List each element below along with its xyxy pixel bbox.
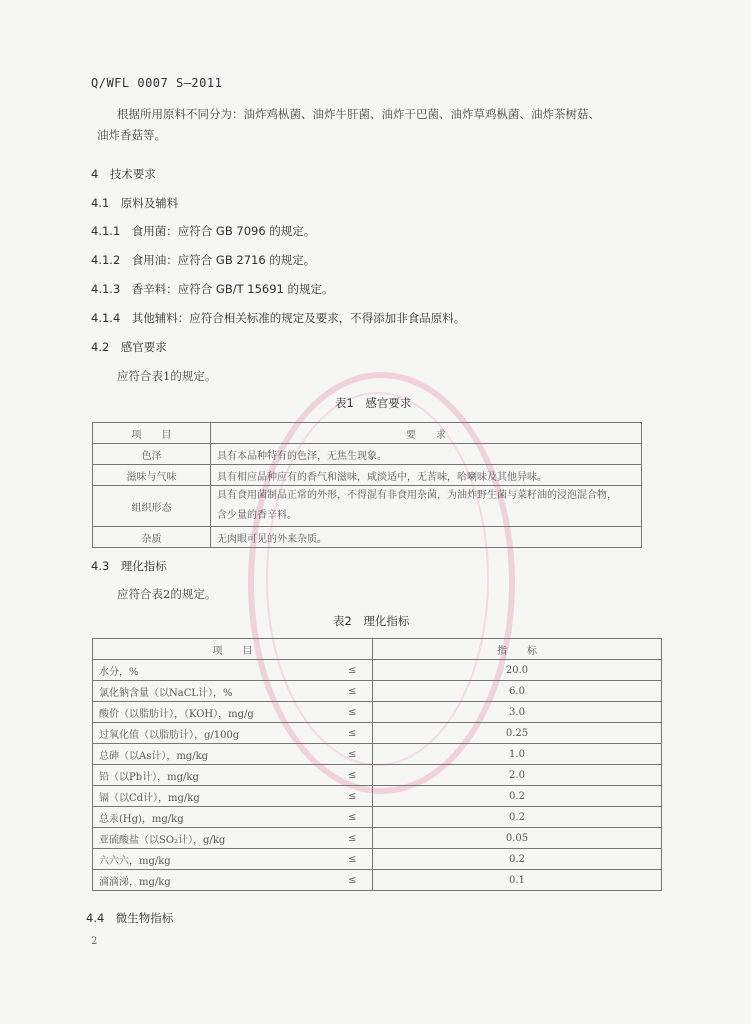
le-symbol: ≤ [333,681,373,702]
clause-4-1-1: 4.1.1 食用菌：应符合 GB 7096 的规定。 [91,224,316,238]
table-row [93,807,662,828]
table-row [93,660,662,681]
le-symbol: ≤ [333,744,373,765]
standard-code: Q/WFL 0007 S—2011 [91,76,223,90]
row-item: 镉（以Cd计），mg/kg [93,786,333,807]
intro-line-2: 油炸香菇等。 [97,128,166,142]
section-4-2-heading: 4.2 感官要求 [91,340,167,354]
row-value: 2.0 [373,765,662,786]
table-row [93,465,642,486]
intro-line-1: 根据所用原料不同分为：油炸鸡枞菌、油炸牛肝菌、油炸干巴菌、油炸草鸡枞菌、油炸茶树菇、 [117,107,600,121]
section-4-3-heading: 4.3 理化指标 [91,559,167,573]
row-item: 亚硫酸盐（以SO₂计），g/kg [93,828,333,849]
row-item: 水分，% [93,660,333,681]
table1-caption: 表1 感官要求 [335,396,412,410]
le-symbol: ≤ [333,723,373,744]
physicochemical-table [92,638,662,891]
header-cell-index: 指 标 [373,639,662,660]
row-item: 六六六，mg/kg [93,849,333,870]
table-row [93,828,662,849]
row-item: 杂质 [93,527,211,548]
row-value: 0.1 [373,870,662,891]
section-4-heading: 4 技术要求 [91,167,156,181]
table-row [93,744,662,765]
row-requirement: 具有本品种特有的色泽，无焦生现象。 [211,444,642,465]
row-value: 20.0 [373,660,662,681]
row-value: 1.0 [373,744,662,765]
row-item: 总砷（以As计），mg/kg [93,744,333,765]
row-item: 总汞(Hg)，mg/kg [93,807,333,828]
row-item: 酸价（以脂肪计），（KOH），mg/g [93,702,333,723]
row-item: 色泽 [93,444,211,465]
table-header-row [93,639,662,660]
le-symbol: ≤ [333,870,373,891]
table-row [93,765,662,786]
table-row [93,444,642,465]
row-value: 3.0 [373,702,662,723]
row-value: 0.05 [373,828,662,849]
row-requirement-line-1: 具有食用菌制品正常的外形，不得混有非食用杂菌，为油炸野生菌与菜籽油的浸泡混合物， [217,490,617,501]
table-row [93,870,662,891]
row-requirement-line-2: 含少量的香辛料。 [217,510,297,521]
row-value: 0.2 [373,849,662,870]
le-symbol: ≤ [333,660,373,681]
row-item: 过氧化值（以脂肪计），g/100g [93,723,333,744]
table-row [93,702,662,723]
table-row [93,486,642,527]
page-number: 2 [91,936,98,947]
le-symbol: ≤ [333,765,373,786]
row-item: 组织形态 [93,486,211,527]
clause-4-1-3: 4.1.3 香辛料：应符合 GB/T 15691 的规定。 [91,282,334,296]
row-requirement: 无肉眼可见的外来杂质。 [211,527,642,548]
table-row [93,681,662,702]
row-requirement: 具有相应品种应有的香气和滋味，咸淡适中，无苦味，哈喇味及其他异味。 [211,465,642,486]
table-row [93,786,662,807]
row-item: 铅（以Pb计），mg/kg [93,765,333,786]
section-4-2-text: 应符合表1的规定。 [117,369,217,383]
header-cell-item: 项 目 [93,423,211,444]
row-value: 0.25 [373,723,662,744]
le-symbol: ≤ [333,828,373,849]
row-value: 0.2 [373,786,662,807]
clause-4-1-2: 4.1.2 食用油：应符合 GB 2716 的规定。 [91,253,316,267]
le-symbol: ≤ [333,849,373,870]
row-value: 0.2 [373,807,662,828]
table2-caption: 表2 理化指标 [333,614,410,628]
sensory-table [92,422,642,548]
clause-4-1-4: 4.1.4 其他辅料：应符合相关标准的规定及要求，不得添加非食品原料。 [91,311,466,325]
header-cell-item: 项 目 [93,639,373,660]
row-value: 6.0 [373,681,662,702]
le-symbol: ≤ [333,786,373,807]
row-item: 滋味与气味 [93,465,211,486]
section-4-3-text: 应符合表2的规定。 [117,587,217,601]
section-4-4-heading: 4.4 微生物指标 [86,911,174,925]
table-header-row [93,423,642,444]
table-row [93,849,662,870]
section-4-1-heading: 4.1 原料及辅料 [91,196,179,210]
row-requirement [211,486,642,527]
header-cell-requirement: 要 求 [211,423,642,444]
le-symbol: ≤ [333,807,373,828]
table-row [93,723,662,744]
row-item: 氯化钠含量（以NaCL计），% [93,681,333,702]
le-symbol: ≤ [333,702,373,723]
table-row [93,527,642,548]
row-item: 滴滴涕，mg/kg [93,870,333,891]
